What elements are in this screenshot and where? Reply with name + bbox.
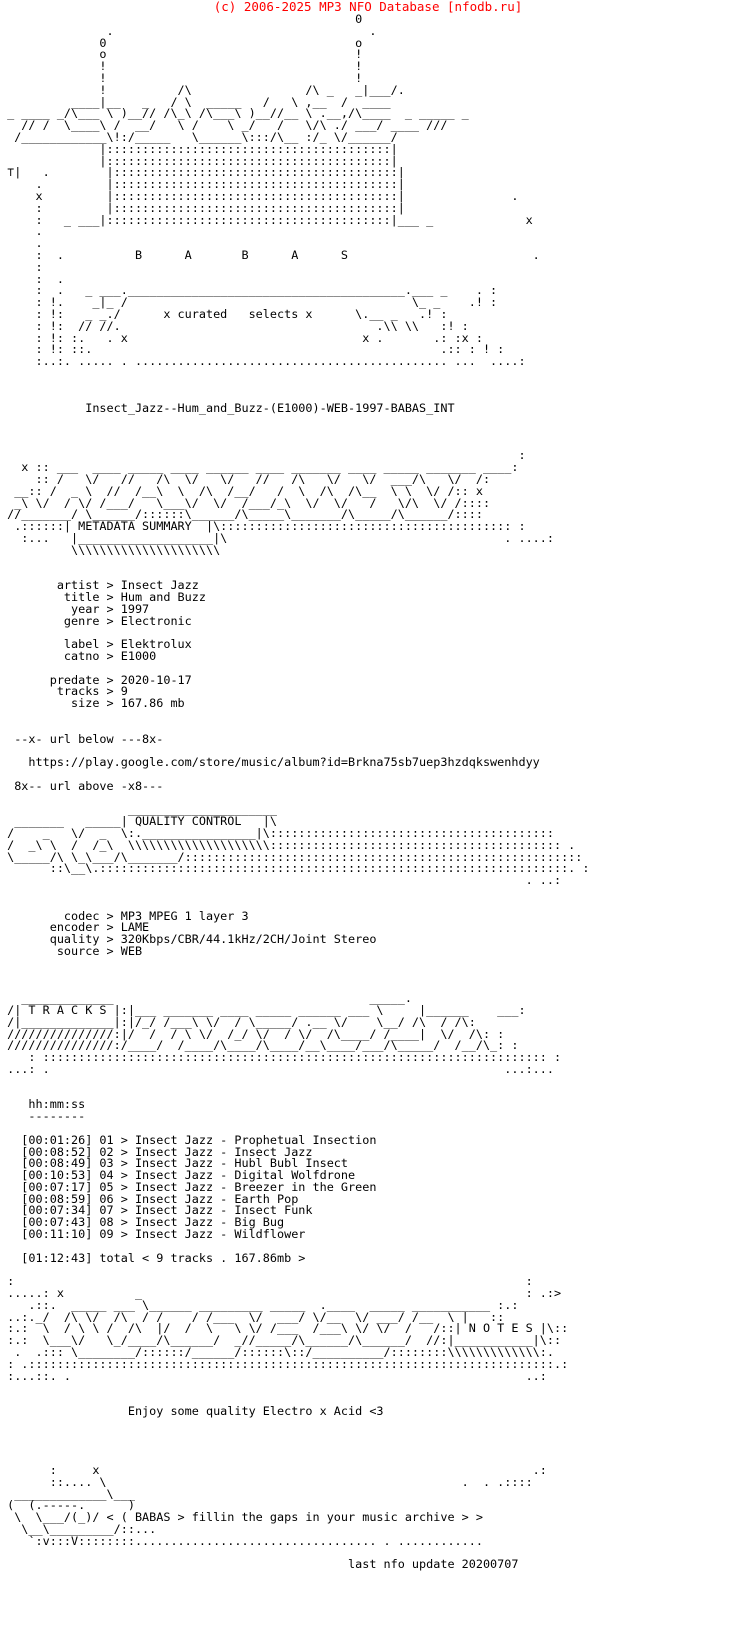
- nfo-line: tracks > 9: [0, 684, 128, 699]
- nfo-line: _____________________: [0, 802, 277, 817]
- nfo-line: // / \____\ / __/ \ / \ _/ / \/\ ./ ___/ ____ ///: [0, 118, 448, 133]
- nfo-line: [0, 1441, 736, 1453]
- nfo-line: : _ ___|::::::::::::::::::::::::::::::::::::::::|___ _ x: [0, 212, 533, 227]
- nfo-line: _ ____ _/\___ \ )__// /\_\ /\___\ )__//__ \ .__,/\____ _ _____ _: [0, 106, 469, 121]
- nfo-line: [0, 1430, 736, 1442]
- nfo-line: [0, 1382, 736, 1394]
- nfo-line: [0, 958, 736, 970]
- nfo-line: quality > 320Kbps/CBR/44.1kHz/2CH/Joint Stereo: [0, 932, 377, 947]
- nfo-line: :... |___________________|\ . ....:: [0, 531, 554, 546]
- nfo-line: . ..:: [0, 873, 562, 888]
- nfo-line: artist > Insect Jazz: [0, 578, 199, 593]
- nfo-line: --------: [0, 1109, 86, 1124]
- nfo-line: ///////////////:/____/ /____/\____/\____/__\____/___/\_____/ /__/\_: :: [0, 1038, 519, 1053]
- nfo-line: . |::::::::::::::::::::::::::::::::::::::::|: [0, 177, 405, 192]
- nfo-line: : !: :. . x x . .: :x :: [0, 330, 483, 345]
- nfo-line: :: [0, 259, 43, 274]
- nfo-line: [00:08:52] 02 > Insect Jazz - Insect Jazz: [0, 1144, 313, 1159]
- nfo-line: size > 167.86 mb: [0, 696, 185, 711]
- nfo-line: __:: / _ \ // /__\ \ /\ /__/ / \ /\ /\__ \ \ \/ /:: x: [0, 483, 483, 498]
- nfo-line: --x- url below ---8x-: [0, 731, 164, 746]
- nfo-line: [00:08:59] 06 > Insect Jazz - Earth Pop: [0, 1191, 299, 1206]
- nfo-line: .::. _____ ___ \______ _________ _____ .____ _____ ___________ :.:: [0, 1297, 519, 1312]
- nfo-line: ! !: [0, 59, 363, 74]
- nfo-line: [00:10:53] 04 > Insect Jazz - Digital Wolfdrone: [0, 1168, 356, 1183]
- nfo-line: : .: [0, 271, 64, 286]
- nfo-line: :.: \ / \ \ / /\ |/ / \ \ \/ /___ /___\ \/ \/ / /::| N O T E S |\::: [0, 1321, 569, 1336]
- nfo-line: x |::::::::::::::::::::::::::::::::::::::::| .: [0, 188, 519, 203]
- nfo-line: \_____/\ \_\___/\_______/::::::::::::::::::::::::::::::::::::::::::::::::::::::::: [0, 849, 583, 864]
- nfo-line: : :: [0, 1274, 533, 1289]
- nfo-line: \ \___/(_)/ < ( BABAS > fillin the gaps in your music archive > >: [0, 1510, 483, 1525]
- nfo-line: .::::::| METADATA SUMMARY |\::::::::::::::::::::::::::::::::::::::::: :: [0, 519, 526, 534]
- nfo-line: : . _ ___._______________________________________.___ _ . :: [0, 283, 498, 298]
- nfo-line: catno > E1000: [0, 649, 157, 664]
- nfo-line: ____|__ _ / \ _____ / \ ,__ / ____: [0, 94, 391, 109]
- nfo-line: \\\\\\\\\\\\\\\\\\\\\: [0, 542, 221, 557]
- nfo-line: [0, 710, 736, 722]
- nfo-line: [0, 427, 736, 439]
- nfo-line: _____________\___: [0, 1486, 135, 1501]
- nfo-line: x :: ___ ____ _____ ____ ______ ____ _______ ____ _____ _______ ____:: [0, 460, 519, 475]
- nfo-line: encoder > LAME: [0, 920, 150, 935]
- nfo-line: : .::::::::::::::::::::::::::::::::::::::::::::::::::::::::::::::::::::::::::.:: [0, 1356, 569, 1371]
- nfo-line: [00:07:43] 08 > Insect Jazz - Big Bug: [0, 1215, 285, 1230]
- nfo-line: [0, 557, 736, 569]
- nfo-line: last nfo update 20200707: [0, 1557, 519, 1572]
- nfo-line: /____________\!:/_____ \______\:::/\__ :/_ \/______/: [0, 129, 398, 144]
- nfo-line: .....: x _ : .:>: [0, 1286, 562, 1301]
- nfo-line: [00:01:26] 01 > Insect Jazz - Prophetual Insection: [0, 1132, 377, 1147]
- nfo-line: /|_____________|:|/_/ /___\ \/ / \_____/ .__ \/ \__/ /\ / /\:: [0, 1014, 476, 1029]
- nfo-line: :..:. ..... . ............................................ ... ....:: [0, 354, 526, 369]
- nfo-line: ! /\ /\ _ _|___/.: [0, 82, 405, 97]
- nfo-line: |::::::::::::::::::::::::::::::::::::::::|: [0, 153, 398, 168]
- nfo-line: : |::::::::::::::::::::::::::::::::::::::::|: [0, 200, 405, 215]
- nfo-line: codec > MP3 MPEG 1 layer 3: [0, 908, 249, 923]
- nfo-line: title > Hum and Buzz: [0, 590, 206, 605]
- nfo-line: [0, 1076, 736, 1088]
- nfo-line: \__\_________/::...: [0, 1522, 157, 1536]
- nfo-line: [0, 1088, 736, 1100]
- nfo-line: : . B A B A S .: [0, 247, 540, 262]
- nfo-line: _______ _____| QUALITY CONTROL |\: [0, 814, 277, 829]
- nfo-line: //_______/ \______/::::::\______/\_____\_______/\_____/\______/::::: [0, 507, 483, 522]
- nfo-line: .: [0, 224, 43, 239]
- nfo-line: /| T R A C K S |:|___ _______ ____ _____ ______ ___ \ |______ ___:: [0, 1002, 526, 1017]
- nfo-line: predate > 2020-10-17: [0, 672, 192, 687]
- nfo-line: ...: . ...:...: [0, 1061, 554, 1076]
- nfo-line: : !. _|_ / \_ _ .! :: [0, 295, 498, 310]
- nfo-line: : !: ::. .:: : ! :: [0, 342, 505, 357]
- nfo-line: |::::::::::::::::::::::::::::::::::::::::|: [0, 141, 398, 156]
- nfo-line: : ::::::::::::::::::::::::::::::::::::::::::::::::::::::::::::::::::::::: :: [0, 1050, 562, 1065]
- nfo-line: ///////////////:|/ / / \ \/ /_/ \/ / \/ /\____/ /____| \/ /\: :: [0, 1026, 505, 1041]
- nfo-line: / _ \/ _ \:.________________|\::::::::::::::::::::::::::::::::::::::::: [0, 825, 554, 840]
- nfo-line: [0, 380, 736, 392]
- nfo-line: Insect_Jazz--Hum_and_Buzz-(E1000)-WEB-1997-BABAS_INT: [0, 401, 455, 416]
- nfo-line: ( (.-----. ): [0, 1498, 135, 1513]
- nfo-text-block: [0, 14, 736, 1571]
- nfo-line: label > Elektrolux: [0, 637, 192, 652]
- nfo-line: [0, 415, 736, 427]
- nfo-line: :: / \/ // /\ \/ \/ // /\ \/ \/ ___/\ \/ /:: [0, 472, 491, 487]
- nfo-line: 8x-- url above -x8---: [0, 778, 164, 793]
- nfo-line: [01:12:43] total < 9 tracks . 167.86mb >: [0, 1250, 306, 1265]
- nfo-line: ::\__\.::::::::::::::::::::::::::::::::::::::::::::::::::::::::::::::::::. :: [0, 861, 590, 876]
- nfo-line: ..:._/ /\ \/ /\ / / / /___ \/ ___/ \/__ \/ ___/ /__ \ | ::: [0, 1309, 505, 1324]
- nfo-line: genre > Electronic: [0, 613, 192, 628]
- nfo-line: 0: [0, 14, 363, 26]
- nfo-line: [00:11:10] 09 > Insect Jazz - Wildflower: [0, 1227, 306, 1242]
- nfo-line: .: [0, 236, 43, 251]
- nfo-line: [0, 970, 736, 982]
- nfo-line: [00:07:34] 07 > Insect Jazz - Insect Funk: [0, 1203, 313, 1218]
- nfo-line: [0, 1418, 736, 1430]
- nfo-line: _____________ _____.: [0, 991, 412, 1006]
- nfo-line: year > 1997: [0, 601, 150, 616]
- nfo-line: https://play.google.com/store/music/album?id=Brkna75sb7uep3hzdqkswenhdyy: [0, 755, 540, 770]
- nfo-line: [00:08:49] 03 > Insect Jazz - Hubl Bubl Insect: [0, 1156, 349, 1171]
- nfo-line: . .::: \________/::::::/______/::::::\::/__________/::::::::\\\\\\\\\\\\\:.: [0, 1345, 554, 1360]
- nfo-line: :...::. . ..:: [0, 1368, 547, 1383]
- nfo-line: [0, 368, 736, 380]
- nfo-line: hh:mm:ss: [0, 1097, 86, 1112]
- nfo-line: source > WEB: [0, 943, 143, 958]
- nfo-line: : !: // //. .\\ \\ :! :: [0, 318, 469, 333]
- nfo-line: [0, 887, 736, 899]
- nfo-line: o !: [0, 47, 363, 62]
- nfo-line: [00:07:17] 05 > Insect Jazz - Breezer in the Green: [0, 1179, 377, 1194]
- nfo-line: Enjoy some quality Electro x Acid <3: [0, 1404, 384, 1419]
- nfo-line: `:v:::V::::::::.................................. . ............: [0, 1533, 483, 1548]
- nfo-line: . .: [0, 23, 377, 38]
- nfo-line: ⊤| . |::::::::::::::::::::::::::::::::::::::::|: [0, 165, 405, 180]
- nfo-line: :: [0, 448, 526, 463]
- nfo-line: ::.... \ . . .::::: [0, 1474, 533, 1489]
- nfo-line: ! !: [0, 70, 363, 85]
- nfo-line: 0 o: [0, 35, 363, 50]
- nfo-line: / _\ \ / /_\ \\\\\\\\\\\\\\\\\\\\::::::::::::::::::::::::::::::::::::::::: .: [0, 837, 576, 852]
- site-header: (c) 2006-2025 MP3 NFO Database [nfodb.ru]: [213, 0, 523, 14]
- nfo-line: : x .:: [0, 1463, 547, 1478]
- nfo-line: :.: \___\/ \_/____/\______/ _//_____/\______/\______/ //:|___________|\::: [0, 1333, 562, 1348]
- nfo-line: : !: _ _./ x curated selects x \.__ _ .! :: [0, 306, 448, 321]
- nfo-line: _\ \/ / \/ /___/ \___\/ \/ /___/_\ \/ \/ / \/\ \/ /::::: [0, 495, 491, 510]
